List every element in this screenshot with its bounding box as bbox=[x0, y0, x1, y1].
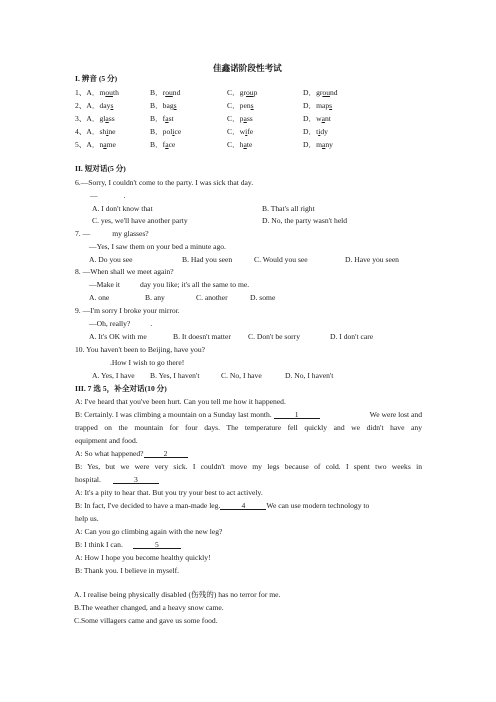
phonetics-option-c: C．hate bbox=[227, 140, 253, 149]
choice-option-c: C.Some villagers came and gave us some food. bbox=[74, 616, 218, 625]
dialogue-line: hospital. 3 bbox=[75, 475, 159, 485]
phonetics-option-a: 4、A．shine bbox=[75, 127, 116, 136]
q6-option-c: C. yes, we'll have another party bbox=[92, 216, 188, 225]
q7-stem: 7. — my glasses? bbox=[75, 229, 149, 238]
phonetics-option-d: D．many bbox=[303, 140, 333, 149]
phonetics-option-a: 3、A．glass bbox=[75, 114, 115, 123]
answer-blank-5[interactable]: 5 bbox=[133, 540, 181, 549]
dialogue-line: trapped on the mountain for four days. The temperature fell quickly and we didn't have any bbox=[75, 423, 422, 432]
q9-option-c: C. Don't be sorry bbox=[248, 332, 300, 341]
choice-option-a: A. I realise being physically disabled (伤残的) has no terror for me. bbox=[74, 590, 281, 599]
dialogue-line: B: Certainly. I was climbing a mountain on a Sunday last month. 1 We were lost and bbox=[75, 410, 422, 419]
phonetics-option-c: C．pens bbox=[227, 101, 254, 110]
dialogue-line: A: So what happened? 2 bbox=[75, 449, 188, 459]
choice-option-b: B.The weather changed, and a heavy snow came. bbox=[74, 603, 224, 612]
dialogue-line: B: Yes, but we were very sick. I couldn't move my legs because of cold. I spent two weeks in bbox=[75, 462, 422, 471]
q7-reply: —Yes, I saw them on your bed a minute ago. bbox=[89, 242, 226, 251]
dialogue-line: equipment and food. bbox=[75, 436, 138, 445]
dialogue-line: A: I've heard that you've been hurt. Can you tell me how it happened. bbox=[75, 397, 286, 406]
dialogue-line: A: It's a pity to hear that. But you try your best to act actively. bbox=[75, 488, 263, 497]
q7-option-d: D. Have you seen bbox=[345, 255, 399, 264]
dialogue-line: B: In fact, I've decided to have a man-made leg. 4 We can use modern technology to bbox=[75, 501, 370, 510]
q8-option-b: B. any bbox=[145, 293, 165, 302]
section-1-heading: I. 辨音 (5 分) bbox=[75, 74, 118, 83]
phonetics-option-a: 5、A．name bbox=[75, 140, 116, 149]
phonetics-option-a: 2、A．days bbox=[75, 101, 114, 110]
q8-option-a: A. one bbox=[89, 293, 110, 302]
phonetics-option-b: B．fast bbox=[150, 114, 174, 123]
page-title: 佳鑫诺阶段性考试 bbox=[213, 63, 282, 73]
phonetics-option-b: B．face bbox=[150, 140, 176, 149]
q8-option-d: D. some bbox=[250, 293, 276, 302]
q9-option-b: B. It doesn't matter bbox=[173, 332, 231, 341]
answer-blank-2[interactable]: 2 bbox=[144, 449, 188, 458]
dialogue-line: B: Thank you. I believe in myself. bbox=[75, 566, 180, 575]
q10-option-c: C. No, I have bbox=[221, 371, 262, 380]
q9-stem: 9. —I'm sorry I broke your mirror. bbox=[75, 306, 180, 315]
q9-option-d: D. I don't care bbox=[330, 332, 374, 341]
q7-option-c: C. Would you see bbox=[254, 255, 308, 264]
phonetics-option-b: B．round bbox=[150, 88, 181, 97]
phonetics-option-b: B．bags bbox=[150, 101, 177, 110]
q10-option-a: A. Yes, I have bbox=[92, 371, 135, 380]
q8-option-c: C. another bbox=[196, 293, 228, 302]
q6-reply: — . bbox=[90, 191, 126, 200]
q10-stem: 10. You haven't been to Beijing, have you? bbox=[75, 345, 206, 354]
q8-stem: 8. —When shall we meet again? bbox=[75, 267, 174, 276]
q7-option-a: A. Do you see bbox=[89, 255, 133, 264]
phonetics-option-b: B．police bbox=[150, 127, 182, 136]
section-3-heading: III. 7 选 5，补全对话(10 分) bbox=[75, 384, 167, 393]
q6-option-d: D. No, the party wasn't held bbox=[262, 216, 348, 225]
q6-option-a: A. I don't know that bbox=[92, 204, 153, 213]
answer-blank-4[interactable]: 4 bbox=[220, 501, 266, 510]
answer-blank-3[interactable]: 3 bbox=[113, 475, 159, 484]
phonetics-option-c: C．wife bbox=[227, 127, 254, 136]
phonetics-option-d: D．want bbox=[303, 114, 331, 123]
dialogue-line: A: Can you go climbing again with the new leg? bbox=[75, 527, 223, 536]
phonetics-option-d: D．tidy bbox=[303, 127, 328, 136]
q7-option-b: B. Had you seen bbox=[182, 255, 233, 264]
section-2-heading: II. 短对话(5 分) bbox=[75, 164, 126, 173]
phonetics-option-c: C．group bbox=[227, 88, 258, 97]
q10-option-d: D. No, I haven't bbox=[285, 371, 334, 380]
phonetics-option-a: 1、A．mouth bbox=[75, 88, 119, 97]
q6-option-b: B. That's all right bbox=[262, 204, 315, 213]
phonetics-option-c: C．pass bbox=[227, 114, 253, 123]
q9-option-a: A. It's OK with me bbox=[89, 332, 147, 341]
phonetics-option-d: D．maps bbox=[303, 101, 333, 110]
phonetics-option-d: D．ground bbox=[303, 88, 338, 97]
q10-reply: .How I wish to go there! bbox=[110, 358, 185, 367]
answer-blank-1[interactable]: 1 bbox=[274, 410, 320, 419]
dialogue-line: A: How I hope you become healthy quickly! bbox=[75, 553, 211, 562]
q8-reply: —Make it day you like; it's all the same to me. bbox=[89, 280, 250, 289]
q10-option-b: B. Yes, I haven't bbox=[150, 371, 200, 380]
dialogue-line: help us. bbox=[75, 514, 99, 523]
q6-stem: 6.—Sorry, I couldn't come to the party. I was sick that day. bbox=[75, 178, 254, 187]
dialogue-line: B: I think I can. 5 bbox=[75, 540, 181, 550]
q9-reply: —Oh, really? . bbox=[89, 319, 153, 328]
